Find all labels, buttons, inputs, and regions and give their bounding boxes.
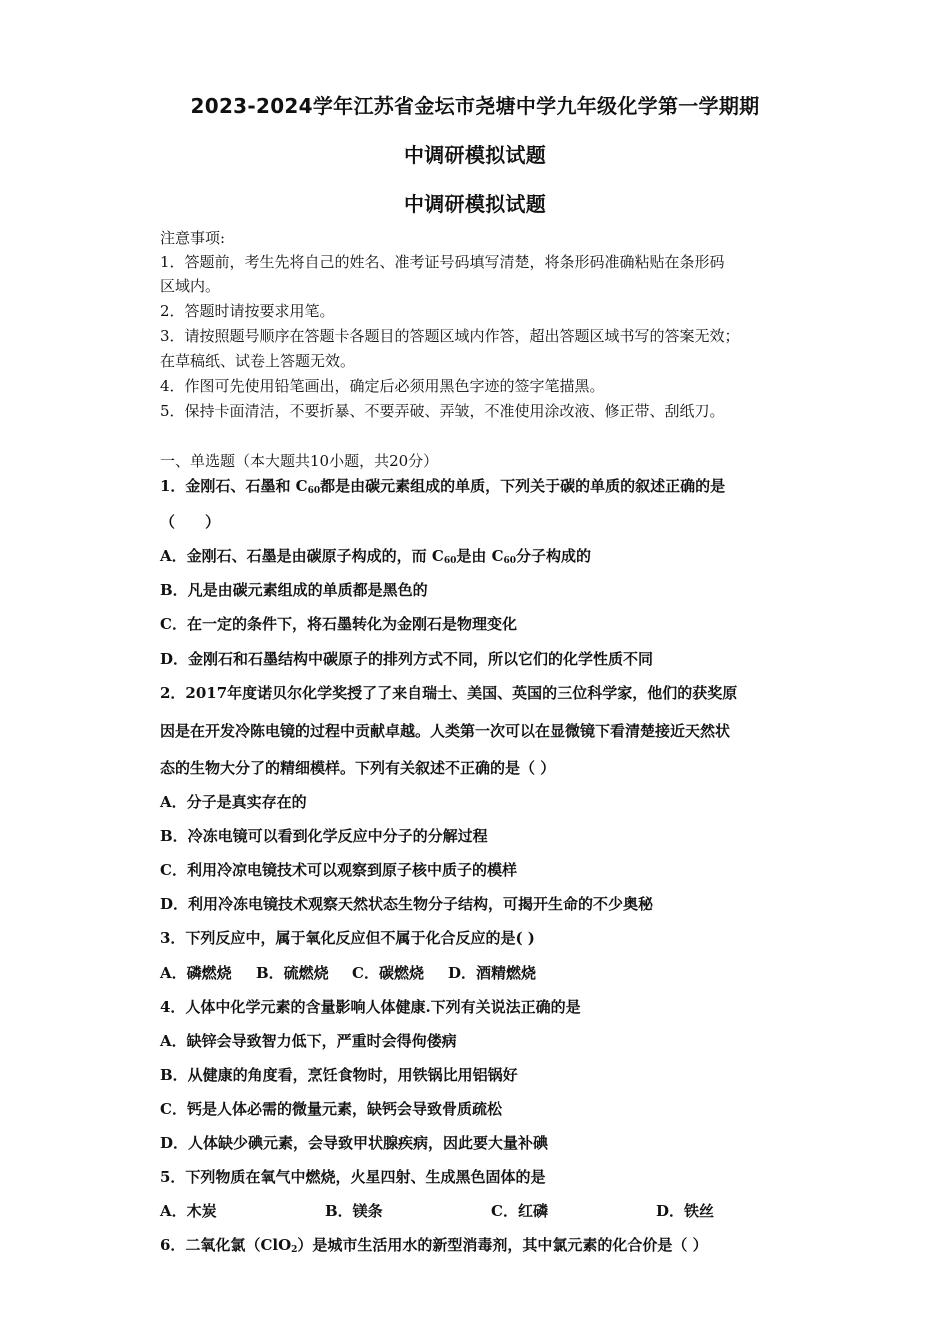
question-2-stem-line2: 因是在开发冷陈电镜的过程中贡献卓越。人类第一次可以在显微镜下看清楚接近天然状 <box>160 722 731 740</box>
question-4-stem: 4．人体中化学元素的含量影响人体健康.下列有关说法正确的是 <box>160 998 581 1016</box>
question-5-stem: 5．下列物质在氧气中燃烧，火星四射、生成黑色固体的是 <box>160 1168 546 1186</box>
question-2-option-d: D．利用冷冻电镜技术观察天然状态生物分子结构，可揭开生命的不少奥秘 <box>160 895 654 913</box>
question-3-option-d: D．酒精燃烧 <box>448 964 537 982</box>
question-2-stem-line3: 态的生物大分了的精细模样。下列有关叙述不正确的是（ ） <box>160 759 556 777</box>
question-2-option-b: B．冷冻电镜可以看到化学反应中分子的分解过程 <box>160 827 488 845</box>
question-1-bracket: （ ） <box>160 513 221 531</box>
notice-heading: 注意事项: <box>160 229 226 247</box>
question-2-stem-line1: 2．2017年度诺贝尔化学奖授了了来自瑞士、美国、英国的三位科学家，他们的获奖原 <box>160 684 738 702</box>
notice-item: 3．请按照题号顺序在答题卡各题目的答题区域内作答，超出答题区域书写的答案无效； <box>160 327 740 345</box>
notice-item: 区域内。 <box>160 277 221 295</box>
section-heading: 一、单选题（本大题共10小题，共20分） <box>160 452 439 470</box>
question-3-option-c: C．碳燃烧 <box>352 964 424 982</box>
question-1-stem: 1．金刚石、石墨和 $C_{60}$都是由碳元素组成的单质，下列关于碳的单质的叙述正确的是 <box>160 477 726 496</box>
question-4-option-c: C．钙是人体必需的微量元素，缺钙会导致骨质疏松 <box>160 1100 502 1118</box>
question-4-option-a: A．缺锌会导致智力低下，严重时会得佝偻病 <box>160 1032 457 1050</box>
question-1-option-a: A．金刚石、石墨是由碳原子构成的，而 $C_{60}$是由 $C_{60}$分子构成的 <box>160 547 592 566</box>
notice-item: 2．答题时请按要求用笔。 <box>160 302 335 320</box>
question-3-options <box>160 964 800 982</box>
question-5-option-a: A．木炭 <box>160 1202 217 1220</box>
notice-item: 4．作图可先使用铅笔画出，确定后必须用黑色字迹的签字笔描黑。 <box>160 377 605 395</box>
question-1-option-c: C．在一定的条件下，将石墨转化为金刚石是物理变化 <box>160 615 517 633</box>
question-4-option-b: B．从健康的角度看，烹饪食物时，用铁锅比用铝锅好 <box>160 1066 518 1084</box>
question-2-option-a: A．分子是真实存在的 <box>160 793 307 811</box>
notice-item: 1．答题前，考生先将自己的姓名、准考证号码填写清楚，将条形码准确粘贴在条形码 <box>160 253 725 271</box>
question-5-option-d: D．铁丝 <box>656 1202 715 1220</box>
question-5-options <box>160 1202 800 1220</box>
question-6-stem: 6．二氧化氯（ClO$_2$）是城市生活用水的新型消毒剂，其中氯元素的化合价是（ ） <box>160 1236 708 1255</box>
question-3-option-b: B．硫燃烧 <box>256 964 329 982</box>
question-1-option-d: D．金刚石和石墨结构中碳原子的排列方式不同，所以它们的化学性质不同 <box>160 650 654 668</box>
question-5-option-c: C．红磷 <box>491 1202 548 1220</box>
doc-title-line3: 中调研模拟试题 <box>403 192 547 216</box>
question-4-option-d: D．人体缺少碘元素，会导致甲状腺疾病，因此要大量补碘 <box>160 1134 549 1152</box>
question-1-option-b: B．凡是由碳元素组成的单质都是黑色的 <box>160 581 428 599</box>
question-3-option-a: A．磷燃烧 <box>160 964 232 982</box>
notice-item: 在草稿纸、试卷上答题无效。 <box>160 352 356 370</box>
notice-item: 5．保持卡面清洁，不要折暴、不要弄破、弄皱，不准使用涂改液、修正带、刮纸刀。 <box>160 402 725 420</box>
doc-title-line1: 2023-2024学年江苏省金坛市尧塘中学九年级化学第一学期期 <box>190 94 760 118</box>
doc-title-line2: 中调研模拟试题 <box>403 143 547 167</box>
question-3-stem: 3．下列反应中，属于氧化反应但不属于化合反应的是( ) <box>160 929 535 947</box>
question-2-option-c: C．利用冷凉电镜技术可以观察到原子核中质子的模样 <box>160 861 517 879</box>
question-5-option-b: B．镁条 <box>325 1202 383 1220</box>
